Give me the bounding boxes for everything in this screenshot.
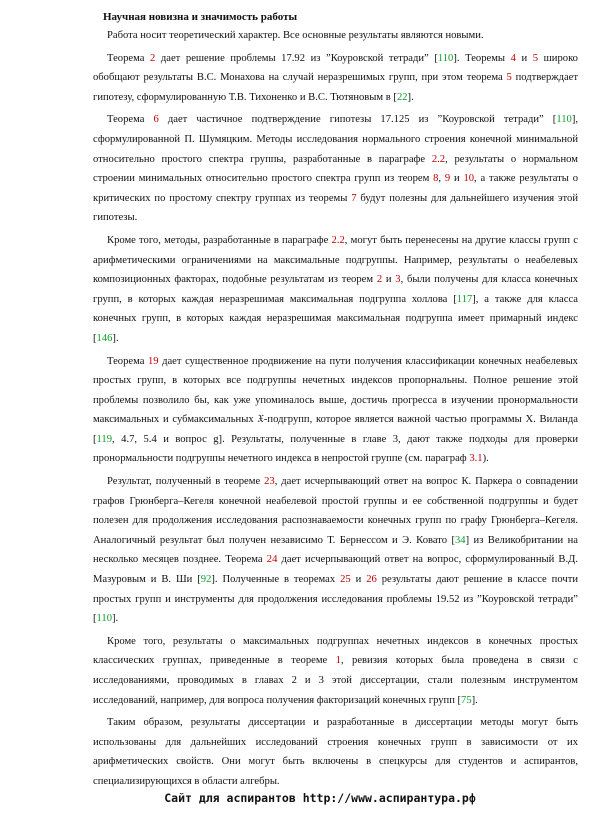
citation-link[interactable]: 92	[200, 574, 212, 586]
theorem-link[interactable]: 26	[366, 574, 377, 586]
text: , а также результаты о критических по простому спектру группах из теоремы	[93, 173, 579, 204]
theorem-link[interactable]: 3	[395, 274, 401, 286]
section-heading: Научная новизна и значимость работы	[103, 11, 298, 23]
text: ], сформулированной П. Шумяцким. Методы исследования нормального строения конечной минимальной относительно простого спектра группы, разработанные в параграфе	[93, 114, 578, 165]
text: дает частичное подтверждение гипотезы 17.125 из ”Коуровской тетради” [	[158, 114, 557, 126]
citation-link[interactable]: 146	[96, 332, 113, 344]
text: , дает исчерпывающий ответ на вопрос К. Паркера о совпадении графов Грюнберга–Кегеля конечной неабелевой простой группы и ее собственной подгруппы и будет полезен для продолжения исследования распознаваемости конечных групп по графу Грюнберга–Кегеля. Аналогичный результат был получен независимо Т. Бернессом и Э. Ковато [	[93, 476, 578, 546]
text: ,	[438, 173, 445, 185]
theorem-link[interactable]: 10	[463, 173, 475, 185]
citation-link[interactable]: 117	[456, 293, 473, 305]
theorem-link[interactable]: 5	[532, 52, 539, 64]
text: , результаты о нормальном строении минимальных относительно простого спектра групп из теорем	[93, 153, 578, 185]
paragraph-8: Таким образом, результаты диссертации и разработанные в диссертации методы могут быть использованы для дальнейших исследований строения конечных групп в зависимости от их арифметических свойств. Они могут быть включены в спецкурсы для студентов и аспирантов, специализирующихся в области алгебры.	[93, 717, 578, 787]
text: дает исчерпывающий ответ на вопрос, сформулированный В.Д. Мазуровым и В. Ши [	[93, 554, 578, 586]
paragraph-1: Работа носит теоретический характер. Все основные результаты являются новыми.	[107, 30, 484, 41]
text: ].	[407, 91, 414, 103]
section-link[interactable]: 3.1	[469, 453, 483, 465]
text: дает решение проблемы 17.92 из ”Коуровской тетради” [	[155, 52, 438, 64]
citation-link[interactable]: 22	[396, 91, 408, 103]
text: , могут быть перенесены на другие классы групп с арифметическими ограничениями на максимальные подгруппы. Например, результаты о неабелевых композиционных факторах, подобные результатам из теорем	[93, 234, 578, 286]
theorem-link[interactable]: 19	[147, 355, 159, 367]
citation-link[interactable]: 110	[96, 613, 113, 625]
text: результаты дают решение в классе почти простых групп и инструменты для продолжения исследования проблемы 19.52 из ”Коуровской тетради” [	[93, 574, 579, 625]
theorem-link[interactable]: 24	[266, 554, 278, 566]
text: Кроме того, методы, разработанные в параграфе	[107, 234, 332, 246]
theorem-link[interactable]: 6	[153, 114, 159, 126]
text: , были получены для класса конечных групп, в которых каждая неразрешимая максимальная подгруппа холлова [	[93, 274, 578, 305]
text: Результат, полученный в теореме	[107, 476, 265, 488]
theorem-link[interactable]: 5	[506, 72, 512, 84]
text: ] из Великобритании на несколько месяцев позднее. Теорема	[93, 534, 578, 566]
site-footer-watermark: Сайт для аспирантов http://www.аспирантура.рф	[164, 791, 476, 805]
text: и	[450, 173, 464, 185]
theorem-link[interactable]: 8	[433, 173, 439, 185]
text: , ревизия которых была проведена в связи с исследованиями, проводимых в главах 2 и 3 этой диссертации, стали полезным инструментом исследований, например, для вопроса получения факторизаций конечных групп [	[93, 655, 578, 706]
text: Теорема	[107, 355, 148, 367]
paragraph-3	[93, 110, 578, 228]
text: широко обобщают результаты В.С. Монахова на случай неразрешимых групп, при этом теорема	[93, 52, 578, 84]
theorem-link[interactable]: 2	[376, 274, 383, 286]
citation-link[interactable]: 119	[96, 433, 113, 445]
paragraph-2	[93, 49, 578, 108]
paragraph-5	[93, 352, 578, 470]
paragraph-6	[93, 472, 578, 629]
theorem-link[interactable]: 23	[264, 476, 275, 488]
text: ).	[482, 453, 489, 465]
text: ].	[112, 613, 119, 625]
text: , 4.7, 5.4 и вопрос g]. Результаты, полученные в главе 3, дают также подходы для проверки пронормальности подгруппы нечетного индекса в непростой группе (см. параграф	[93, 433, 578, 465]
text: Теорема	[107, 52, 150, 64]
text: ]. Теоремы	[453, 52, 511, 64]
text: ], а также для класса конечных групп, в которых каждая неразрешимая максимальная подгруппа имеет примарный индекс [	[93, 293, 578, 344]
theorem-link[interactable]: 2	[150, 52, 156, 64]
text: ]. Полученные в теоремах	[211, 574, 341, 586]
text: Кроме того, результаты о максимальных подгруппах нечетных индексов в конечных простых классических группах, приведенные в теореме	[93, 635, 578, 667]
theorem-link[interactable]: 25	[340, 574, 351, 586]
text: Теорема	[107, 114, 154, 126]
citation-link[interactable]: 110	[437, 52, 454, 64]
text: будут полезны для дальнейшего изучения этой гипотезы.	[93, 192, 578, 224]
text: ].	[471, 694, 478, 706]
text: ].	[112, 332, 119, 344]
theorem-link[interactable]: 4	[510, 52, 516, 64]
text: дает существенное продвижение на пути получения классификации конечных неабелевых простых групп, в которых все подгруппы нечетных индексов пропорнальны. Полное решение этой проблемы позволило бы, как уже упоминалось выше, достичь прогресса в изучении пронормальности максимальных и субмаксимальных 𝔛-подгрупп, которое является важной частью программы Х. Виланда [	[93, 355, 578, 445]
paragraph-4	[93, 231, 578, 349]
text: и	[350, 574, 367, 586]
text: и	[515, 52, 533, 64]
theorem-link[interactable]: 1	[335, 655, 341, 667]
section-link[interactable]: 2.2	[331, 234, 345, 246]
text: подтверждает гипотезу, сформулированную Т.В. Тихоненко и В.С. Тютяновым в [	[93, 72, 578, 103]
text: и	[382, 274, 396, 286]
citation-link[interactable]: 34	[455, 534, 466, 546]
section-link[interactable]: 2.2	[431, 153, 446, 165]
theorem-link[interactable]: 9	[444, 173, 451, 185]
theorem-link[interactable]: 7	[351, 192, 357, 204]
citation-link[interactable]: 110	[556, 114, 572, 126]
paragraph-7	[93, 632, 578, 710]
citation-link[interactable]: 75	[461, 694, 472, 706]
